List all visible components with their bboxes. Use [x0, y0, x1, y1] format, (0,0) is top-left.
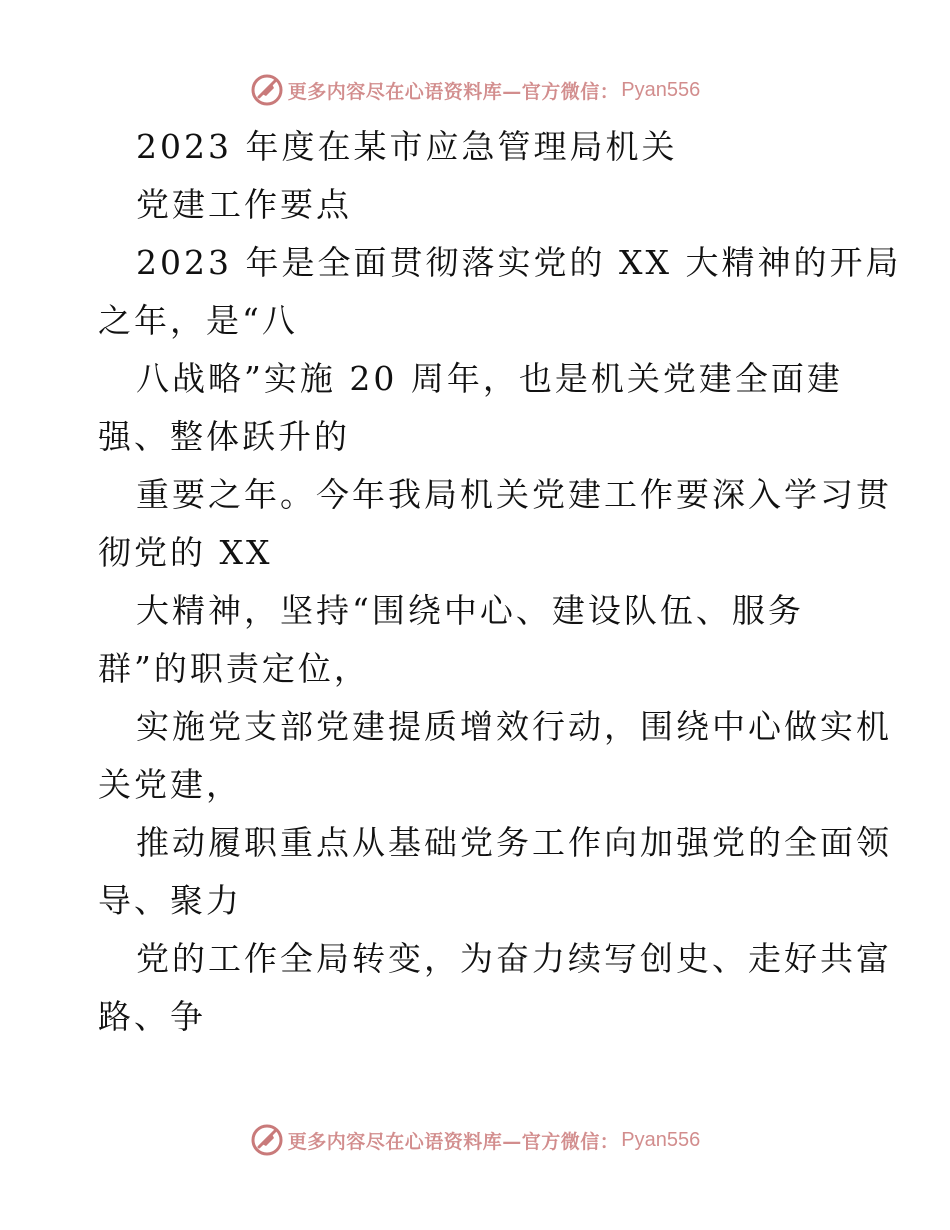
doc-line: 八战略”实施 20 周年，也是机关党建全面建 [136, 359, 843, 398]
doc-line: 关党建， [98, 765, 242, 804]
footer-watermark [0, 1120, 950, 1160]
doc-line: 导、聚力 [98, 881, 242, 920]
header-watermark [0, 70, 950, 110]
document-body [98, 118, 902, 1046]
watermark-text: 更多内容尽在心语资料库—官方微信： [287, 1130, 620, 1153]
doc-line: 之年，是“八 [98, 301, 298, 340]
doc-line: 大精神，坚持“围绕中心、建设队伍、服务 [136, 591, 804, 630]
doc-line: 路、争 [98, 997, 206, 1036]
doc-line: 实施党支部党建提质增效行动，围绕中心做实机 [136, 707, 892, 746]
doc-line: 2023 年度在某市应急管理局机关 [136, 127, 678, 166]
doc-line: 重要之年。今年我局机关党建工作要深入学习贯 [136, 475, 892, 514]
logo-icon [250, 1123, 284, 1157]
watermark-id: Pyan556 [621, 78, 701, 101]
doc-line: 党的工作全局转变，为奋力续写创史、走好共富 [136, 939, 892, 978]
watermark-text: 更多内容尽在心语资料库—官方微信： [287, 80, 620, 103]
doc-line: 群”的职责定位， [98, 649, 370, 688]
doc-line: 党建工作要点 [136, 185, 352, 224]
doc-line: 彻党的 XX [98, 533, 273, 572]
watermark-id: Pyan556 [621, 1128, 701, 1151]
doc-line: 推动履职重点从基础党务工作向加强党的全面领 [136, 823, 892, 862]
doc-line: 强、整体跃升的 [98, 417, 350, 456]
logo-icon [250, 73, 284, 107]
doc-line: 2023 年是全面贯彻落实党的 XX 大精神的开局 [136, 243, 902, 282]
